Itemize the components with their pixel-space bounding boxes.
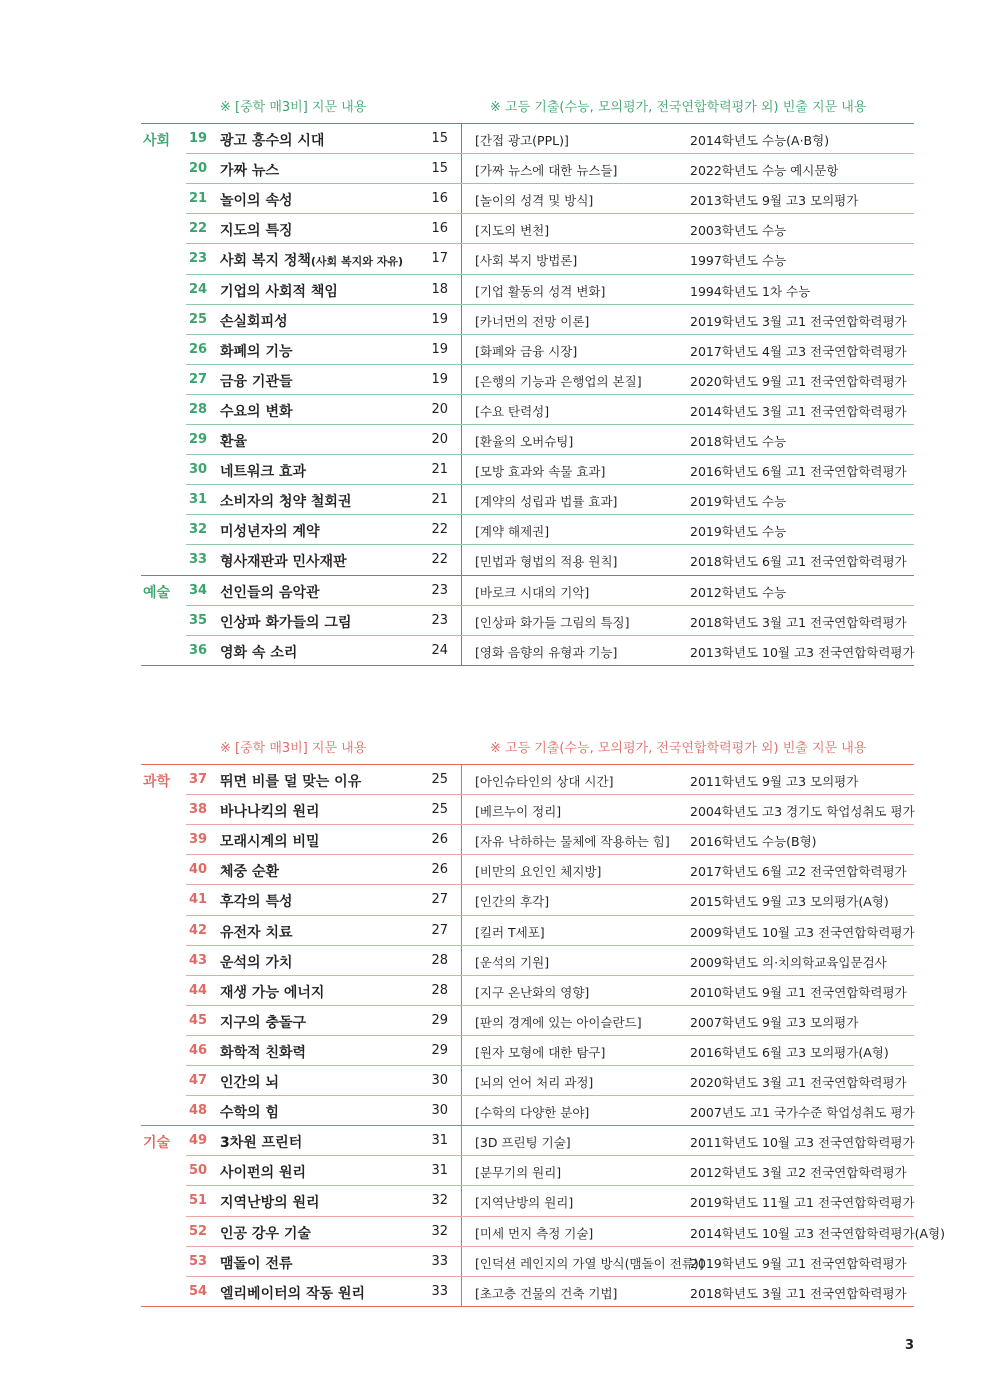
related-topic: [베르누이 정리] bbox=[475, 804, 562, 820]
page-ref: 15 bbox=[431, 131, 448, 146]
passage-number: 24 bbox=[189, 281, 208, 297]
passage-title bbox=[220, 401, 293, 421]
passage-title bbox=[220, 582, 320, 602]
passage-title bbox=[220, 220, 293, 240]
related-topic: [분무기의 원리] bbox=[475, 1165, 562, 1181]
passage-title-text: 환율 bbox=[220, 434, 248, 450]
table-section-science-tech bbox=[0, 734, 990, 1308]
passage-title-text: 바나나킥의 원리 bbox=[220, 804, 320, 821]
table-row bbox=[0, 945, 990, 975]
exam-source: 2011학년도 10월 고3 전국연합학력평가 bbox=[690, 1135, 915, 1151]
related-topic: [인상파 화가들 그림의 특징] bbox=[475, 614, 630, 630]
passage-number: 36 bbox=[189, 642, 208, 658]
passage-number: 40 bbox=[189, 862, 208, 878]
exam-source: 2010학년도 9월 고1 전국연합학력평가 bbox=[690, 984, 907, 1000]
passage-title bbox=[220, 612, 351, 632]
passage-number: 48 bbox=[189, 1103, 208, 1119]
passage-title-text: 뛰면 비를 덜 맞는 이유 bbox=[220, 774, 362, 790]
page-ref: 30 bbox=[431, 1073, 448, 1088]
exam-source: 2015학년도 9월 고3 모의평가(A형) bbox=[690, 894, 889, 910]
related-topic: [놀이의 성격 및 방식] bbox=[475, 193, 594, 209]
table-row bbox=[0, 123, 990, 153]
table-row bbox=[0, 1185, 990, 1215]
exam-source: 2009학년도 10월 고3 전국연합학력평가 bbox=[690, 924, 915, 940]
row-separator bbox=[141, 1306, 914, 1307]
passage-title-text: 수학의 힘 bbox=[220, 1105, 279, 1122]
passage-number: 31 bbox=[189, 492, 208, 508]
passage-number: 50 bbox=[189, 1163, 208, 1179]
table-row bbox=[0, 183, 990, 213]
passage-title-text: 인공 강우 기술 bbox=[220, 1225, 311, 1242]
exam-source: 2014학년도 10월 고3 전국연합학력평가(A형) bbox=[690, 1225, 945, 1241]
header-left: ※ [중학 매3비] 지문 내용 bbox=[220, 741, 367, 756]
passage-title-text: 미성년자의 계약 bbox=[220, 524, 320, 541]
related-topic: [민법과 형법의 적용 원칙] bbox=[475, 554, 618, 570]
table-row bbox=[0, 605, 990, 635]
related-topic: [미세 먼지 측정 기술] bbox=[475, 1225, 594, 1241]
table-row bbox=[0, 334, 990, 364]
passage-title bbox=[220, 551, 347, 571]
passage-number: 41 bbox=[189, 892, 208, 908]
page-ref: 19 bbox=[431, 341, 448, 357]
table-row bbox=[0, 635, 990, 665]
table-row bbox=[0, 1065, 990, 1095]
passage-title bbox=[220, 190, 293, 210]
exam-source: 2019학년도 11월 고1 전국연합학력평가 bbox=[690, 1195, 915, 1211]
page-ref: 29 bbox=[431, 1012, 448, 1028]
table-row bbox=[0, 484, 990, 514]
passage-number: 43 bbox=[189, 952, 208, 968]
page-ref: 33 bbox=[431, 1283, 448, 1299]
table-row bbox=[0, 1005, 990, 1035]
passage-title-text: 기업의 사회적 책임 bbox=[220, 283, 338, 300]
passage-number: 22 bbox=[189, 221, 208, 237]
passage-title-text: 형사재판과 민사재판 bbox=[220, 554, 347, 571]
table-row bbox=[0, 153, 990, 183]
passage-number: 54 bbox=[189, 1283, 208, 1299]
exam-source: 2007년도 고1 국가수준 학업성취도 평가 bbox=[690, 1105, 915, 1121]
passage-number: 52 bbox=[189, 1223, 208, 1239]
exam-source: 2009학년도 의·치의학교육입문검사 bbox=[690, 954, 887, 970]
passage-title-text: 엘리베이터의 작동 원리 bbox=[220, 1285, 365, 1302]
passage-title-text: 재생 가능 에너지 bbox=[220, 984, 325, 1001]
passage-number: 27 bbox=[189, 371, 208, 387]
passage-title-text: 3차원 프린터 bbox=[220, 1135, 303, 1152]
page-ref: 17 bbox=[431, 251, 448, 267]
table-section-social-art bbox=[0, 93, 990, 667]
table-row bbox=[0, 915, 990, 945]
related-topic: [지도의 변천] bbox=[475, 223, 550, 239]
passage-title-text: 인간의 뇌 bbox=[220, 1075, 279, 1091]
exam-source: 2020학년도 9월 고1 전국연합학력평가 bbox=[690, 373, 907, 389]
exam-source: 2011학년도 9월 고3 모의평가 bbox=[690, 774, 859, 789]
passage-title-text: 손실회피성 bbox=[220, 313, 288, 330]
page-ref: 20 bbox=[431, 432, 448, 447]
exam-source: 2019학년도 3월 고1 전국연합학력평가 bbox=[690, 313, 907, 329]
exam-source: 2016학년도 6월 고1 전국연합학력평가 bbox=[690, 464, 907, 480]
passage-number: 45 bbox=[189, 1012, 208, 1028]
passage-title bbox=[220, 1192, 320, 1212]
passage-title-note: (사회 복지와 자유) bbox=[310, 255, 404, 269]
category-label: 과학 bbox=[143, 774, 171, 790]
page-ref: 21 bbox=[431, 492, 448, 508]
related-topic: [초고층 건물의 건축 기법] bbox=[475, 1285, 618, 1301]
header-left: ※ [중학 매3비] 지문 내용 bbox=[220, 100, 367, 115]
passage-number: 38 bbox=[189, 802, 208, 818]
related-topic: [계약의 성립과 법률 효과] bbox=[475, 494, 618, 510]
page-ref: 16 bbox=[431, 191, 448, 207]
related-topic: [화폐와 금융 시장] bbox=[475, 343, 578, 359]
page-ref: 27 bbox=[431, 922, 448, 938]
passage-number: 21 bbox=[189, 191, 208, 207]
passage-title-text: 사이펀의 원리 bbox=[220, 1165, 307, 1182]
page-number: 3 bbox=[904, 1338, 914, 1353]
page-ref: 31 bbox=[431, 1163, 448, 1179]
page-ref: 25 bbox=[431, 802, 448, 818]
passage-title-text: 유전자 치료 bbox=[220, 924, 293, 941]
passage-title bbox=[220, 982, 324, 1002]
page-ref: 33 bbox=[431, 1253, 448, 1269]
related-topic: [가짜 뉴스에 대한 뉴스들] bbox=[475, 163, 618, 179]
page-ref: 21 bbox=[431, 462, 448, 478]
passage-number: 47 bbox=[189, 1073, 208, 1088]
table-row bbox=[0, 1246, 990, 1276]
related-topic: [아인슈타인의 상대 시간] bbox=[475, 774, 614, 789]
exam-source: 1997학년도 수능 bbox=[690, 253, 787, 269]
page-ref: 26 bbox=[431, 832, 448, 848]
passage-title bbox=[220, 922, 293, 942]
page-ref: 27 bbox=[431, 892, 448, 908]
passage-title bbox=[220, 861, 279, 881]
passage-title bbox=[220, 952, 293, 972]
passage-title-text: 후각의 특성 bbox=[220, 894, 293, 911]
exam-source: 2019학년도 수능 bbox=[690, 494, 787, 510]
passage-number: 33 bbox=[189, 552, 208, 568]
passage-title-text: 화학적 친화력 bbox=[220, 1044, 307, 1061]
exam-source: 2017학년도 4월 고3 전국연합학력평가 bbox=[690, 343, 907, 359]
passage-number: 49 bbox=[189, 1133, 208, 1149]
passage-title bbox=[220, 130, 324, 150]
passage-title bbox=[220, 771, 361, 791]
passage-title bbox=[220, 1042, 306, 1062]
exam-source: 2020학년도 3월 고1 전국연합학력평가 bbox=[690, 1075, 907, 1090]
table-row bbox=[0, 364, 990, 394]
passage-title-text: 사회 복지 정책 bbox=[220, 253, 311, 270]
related-topic: [원자 모형에 대한 탐구] bbox=[475, 1044, 606, 1060]
page-ref: 24 bbox=[431, 642, 448, 658]
table-row bbox=[0, 243, 990, 273]
passage-number: 37 bbox=[189, 772, 208, 787]
page-ref: 19 bbox=[431, 371, 448, 387]
related-topic: [수학의 다양한 분야] bbox=[475, 1105, 590, 1121]
exam-source: 2007학년도 9월 고3 모의평가 bbox=[690, 1014, 859, 1030]
passage-number: 29 bbox=[189, 432, 208, 447]
related-topic: [인덕션 레인지의 가열 방식(맴돌이 전류)] bbox=[475, 1255, 704, 1271]
page-ref: 30 bbox=[431, 1103, 448, 1119]
table-row bbox=[0, 394, 990, 424]
passage-title-text: 네트워크 효과 bbox=[220, 464, 307, 481]
passage-number: 25 bbox=[189, 311, 208, 327]
passage-number: 44 bbox=[189, 982, 208, 998]
passage-title bbox=[220, 160, 279, 180]
page-ref: 26 bbox=[431, 862, 448, 878]
passage-title-text: 수요의 변화 bbox=[220, 403, 293, 420]
passage-title-text: 가짜 뉴스 bbox=[220, 163, 279, 180]
table-row bbox=[0, 1125, 990, 1155]
table-row bbox=[0, 514, 990, 544]
passage-title bbox=[220, 281, 338, 301]
passage-title-text: 인상파 화가들의 그림 bbox=[220, 614, 352, 631]
exam-source: 2003학년도 수능 bbox=[690, 223, 787, 239]
passage-title bbox=[220, 1072, 279, 1092]
page-ref: 15 bbox=[431, 161, 448, 177]
related-topic: [기업 활동의 성격 변화] bbox=[475, 283, 606, 299]
passage-title-text: 지역난방의 원리 bbox=[220, 1195, 320, 1212]
exam-source: 2016학년도 6월 고3 모의평가(A형) bbox=[690, 1044, 889, 1060]
exam-source: 2014학년도 3월 고1 전국연합학력평가 bbox=[690, 403, 907, 419]
exam-source: 2022학년도 수능 예시문항 bbox=[690, 163, 839, 179]
related-topic: [인간의 후각] bbox=[475, 894, 550, 910]
related-topic: [계약 해제권] bbox=[475, 524, 550, 540]
page-ref: 31 bbox=[431, 1133, 448, 1149]
page-ref: 28 bbox=[431, 982, 448, 998]
exam-source: 2018학년도 수능 bbox=[690, 434, 787, 449]
passage-title bbox=[220, 461, 306, 481]
passage-number: 39 bbox=[189, 832, 208, 848]
passage-title-text: 지도의 특징 bbox=[220, 223, 293, 240]
passage-title bbox=[220, 311, 288, 331]
table-row bbox=[0, 1095, 990, 1125]
page-ref: 22 bbox=[431, 552, 448, 568]
related-topic: [수요 탄력성] bbox=[475, 403, 550, 419]
passage-title-text: 모래시계의 비밀 bbox=[220, 834, 320, 851]
related-topic: [판의 경계에 있는 아이슬란드] bbox=[475, 1014, 642, 1030]
related-topic: [뇌의 언어 처리 과정] bbox=[475, 1075, 594, 1090]
passage-title bbox=[220, 341, 293, 361]
table-row bbox=[0, 544, 990, 574]
table-row bbox=[0, 824, 990, 854]
passage-title bbox=[220, 1223, 311, 1243]
page-ref: 32 bbox=[431, 1193, 448, 1209]
passage-number: 20 bbox=[189, 161, 208, 177]
page-ref: 32 bbox=[431, 1223, 448, 1239]
page-ref: 18 bbox=[431, 281, 448, 297]
passage-title bbox=[220, 371, 293, 391]
passage-title bbox=[220, 642, 297, 662]
passage-number: 30 bbox=[189, 462, 208, 478]
passage-title-text: 체중 순환 bbox=[220, 864, 279, 881]
table-row bbox=[0, 424, 990, 454]
passage-title-text: 선인들의 음악관 bbox=[220, 584, 320, 601]
table-row bbox=[0, 764, 990, 794]
exam-source: 2004학년도 고3 경기도 학업성취도 평가 bbox=[690, 804, 915, 820]
passage-title bbox=[220, 831, 320, 851]
exam-source: 2018학년도 3월 고1 전국연합학력평가 bbox=[690, 614, 907, 630]
page-ref: 22 bbox=[431, 522, 448, 538]
related-topic: [자유 낙하하는 물체에 작용하는 힘] bbox=[475, 834, 670, 850]
table-row bbox=[0, 575, 990, 605]
passage-title bbox=[220, 1132, 302, 1152]
table-row bbox=[0, 794, 990, 824]
table-row bbox=[0, 454, 990, 484]
header-right: ※ 고등 기출(수능, 모의평가, 전국연합학력평가 외) 빈출 지문 내용 bbox=[490, 100, 867, 115]
table-row bbox=[0, 1155, 990, 1185]
table-row bbox=[0, 884, 990, 914]
passage-title-text: 영화 속 소리 bbox=[220, 644, 298, 661]
passage-number: 26 bbox=[189, 341, 208, 357]
exam-source: 1994학년도 1차 수능 bbox=[690, 283, 811, 299]
exam-source: 2016학년도 수능(B형) bbox=[690, 834, 817, 850]
passage-number: 35 bbox=[189, 612, 208, 628]
passage-title-text: 지구의 충돌구 bbox=[220, 1014, 307, 1031]
passage-title-text: 맴돌이 전류 bbox=[220, 1255, 293, 1272]
passage-number: 32 bbox=[189, 522, 208, 538]
related-topic: [3D 프린팅 기술] bbox=[475, 1135, 571, 1151]
related-topic: [영화 음향의 유형과 기능] bbox=[475, 644, 618, 660]
related-topic: [비만의 요인인 체지방] bbox=[475, 864, 602, 880]
passage-title bbox=[220, 1012, 306, 1032]
passage-title-text: 금융 기관들 bbox=[220, 373, 293, 390]
related-topic: [간접 광고(PPL)] bbox=[475, 133, 569, 148]
passage-title bbox=[220, 1162, 306, 1182]
passage-title bbox=[220, 891, 293, 911]
related-topic: [지구 온난화의 영향] bbox=[475, 984, 590, 1000]
page-ref: 29 bbox=[431, 1042, 448, 1058]
related-topic: [모방 효과와 속물 효과] bbox=[475, 464, 606, 480]
exam-source: 2017학년도 6월 고2 전국연합학력평가 bbox=[690, 864, 907, 880]
related-topic: [카너먼의 전망 이론] bbox=[475, 313, 590, 329]
page-ref: 28 bbox=[431, 952, 448, 968]
page-ref: 23 bbox=[431, 582, 448, 598]
page-ref: 25 bbox=[431, 772, 448, 787]
passage-title-text: 놀이의 속성 bbox=[220, 193, 293, 210]
exam-source: 2018학년도 6월 고1 전국연합학력평가 bbox=[690, 554, 907, 570]
category-label: 예술 bbox=[143, 584, 171, 601]
related-topic: [사회 복지 방법론] bbox=[475, 253, 578, 269]
page-ref: 19 bbox=[431, 311, 448, 327]
passage-title-text: 광고 홍수의 시대 bbox=[220, 133, 325, 149]
passage-title bbox=[220, 801, 320, 821]
exam-source: 2014학년도 수능(A·B형) bbox=[690, 133, 830, 148]
passage-number: 42 bbox=[189, 922, 208, 938]
passage-title bbox=[220, 431, 247, 451]
exam-source: 2018학년도 3월 고1 전국연합학력평가 bbox=[690, 1285, 907, 1301]
passage-title bbox=[220, 250, 403, 270]
passage-number: 19 bbox=[189, 131, 208, 146]
passage-title-text: 운석의 가치 bbox=[220, 954, 293, 971]
related-topic: [지역난방의 원리] bbox=[475, 1195, 574, 1211]
passage-title bbox=[220, 521, 320, 541]
exam-source: 2012학년도 수능 bbox=[690, 584, 787, 600]
category-label: 사회 bbox=[143, 133, 171, 149]
exam-source: 2013학년도 9월 고3 모의평가 bbox=[690, 193, 859, 209]
passage-title-text: 화폐의 기능 bbox=[220, 343, 293, 360]
exam-source: 2019학년도 수능 bbox=[690, 524, 787, 540]
exam-source: 2019학년도 9월 고1 전국연합학력평가 bbox=[690, 1255, 907, 1271]
table-row bbox=[0, 304, 990, 334]
table-row bbox=[0, 1276, 990, 1306]
page-ref: 16 bbox=[431, 221, 448, 237]
table-row bbox=[0, 213, 990, 243]
passage-title bbox=[220, 1283, 365, 1303]
passage-number: 53 bbox=[189, 1253, 208, 1269]
related-topic: [바로크 시대의 기악] bbox=[475, 584, 590, 600]
passage-number: 46 bbox=[189, 1042, 208, 1058]
related-topic: [환율의 오버슈팅] bbox=[475, 434, 574, 449]
page-ref: 20 bbox=[431, 401, 448, 417]
table-row bbox=[0, 854, 990, 884]
exam-source: 2012학년도 3월 고2 전국연합학력평가 bbox=[690, 1165, 907, 1181]
row-separator bbox=[141, 665, 914, 666]
passage-title bbox=[220, 1253, 293, 1273]
passage-number: 51 bbox=[189, 1193, 208, 1209]
related-topic: [킬러 T세포] bbox=[475, 924, 545, 940]
related-topic: [운석의 기원] bbox=[475, 954, 550, 970]
page-ref: 23 bbox=[431, 612, 448, 628]
related-topic: [은행의 기능과 은행업의 본질] bbox=[475, 373, 642, 389]
table-row bbox=[0, 1035, 990, 1065]
header-right: ※ 고등 기출(수능, 모의평가, 전국연합학력평가 외) 빈출 지문 내용 bbox=[490, 741, 867, 756]
table-row bbox=[0, 1216, 990, 1246]
passage-number: 34 bbox=[189, 582, 208, 598]
passage-title-text: 소비자의 청약 철회권 bbox=[220, 494, 352, 511]
category-label: 기술 bbox=[143, 1135, 171, 1152]
passage-title bbox=[220, 491, 351, 511]
passage-number: 23 bbox=[189, 251, 208, 267]
table-row bbox=[0, 274, 990, 304]
passage-number: 28 bbox=[189, 401, 208, 417]
passage-title bbox=[220, 1102, 279, 1122]
table-row bbox=[0, 975, 990, 1005]
exam-source: 2013학년도 10월 고3 전국연합학력평가 bbox=[690, 644, 915, 660]
